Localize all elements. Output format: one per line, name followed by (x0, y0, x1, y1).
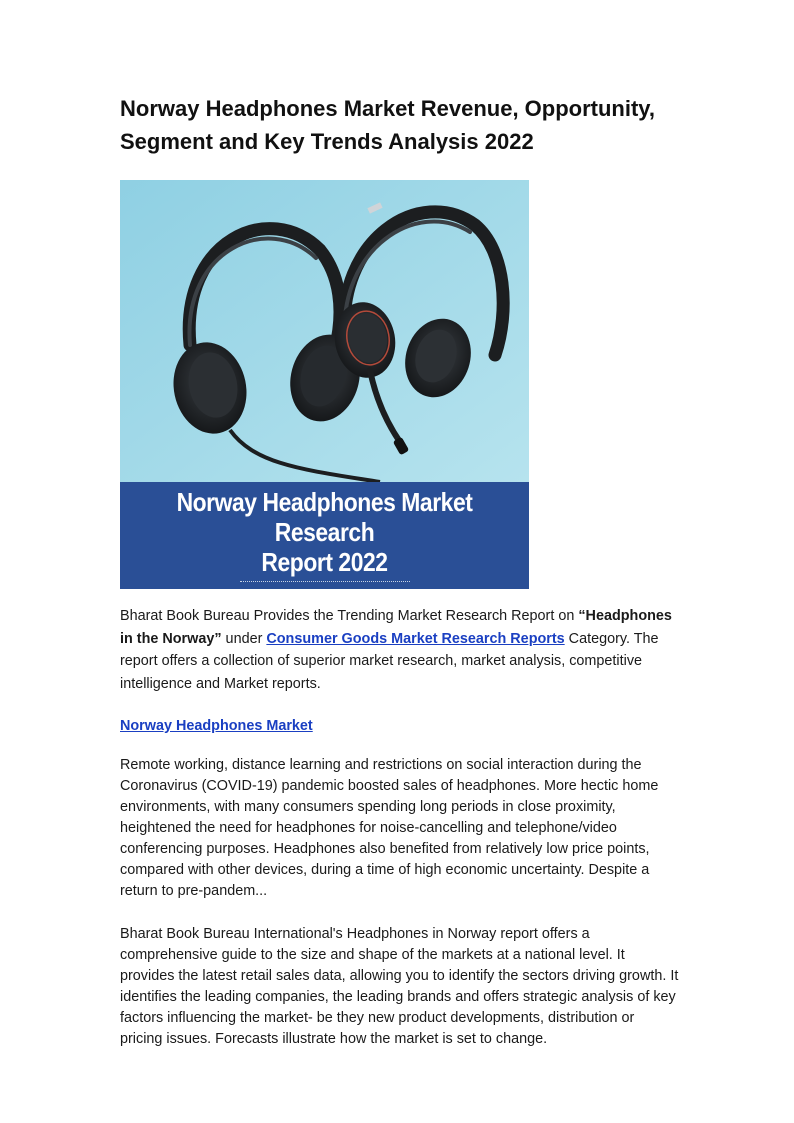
hero-image (120, 180, 529, 612)
subheading (120, 716, 680, 737)
body-paragraph-2: Bharat Book Bureau International's Headphones in Norway report offers a comprehensive guide to the size and shape of the markets at a national level. It provides the latest retail sales data, allowing you to identify the sectors driving growth. It identifies the leading companies, the leading brands and offers strategic analysis of key factors influencing the market- be they new product developments, distribution or pricing issues. Forecasts illustrate how the market is set to change. (120, 926, 679, 1047)
report-banner (120, 482, 529, 612)
intro-text-before: Bharat Book Bureau Provides the Trending Market Research Report on (120, 608, 579, 624)
banner-title-line2: Report 2022 (261, 547, 388, 577)
category-link[interactable]: Consumer Goods Market Research Reports (266, 630, 565, 647)
intro-text-after: Category. The report offers a collection of superior market research, market analysis, competitive intelligence and Market reports. (120, 630, 659, 692)
market-subheading-link[interactable]: Norway Headphones Market (120, 718, 313, 734)
page-title: Norway Headphones Market Revenue, Opportunity, Segment and Key Trends Analysis 2022 (120, 96, 656, 154)
headphones-illustration (120, 180, 529, 482)
document-page (120, 92, 680, 1050)
banner-url: www.bharatbook.com (217, 586, 432, 612)
banner-divider (240, 581, 410, 582)
banner-title-line1: Norway Headphones Market Research (176, 487, 473, 547)
intro-text-under: under (221, 630, 267, 647)
body-paragraph-1: Remote working, distance learning and restrictions on social interaction during the Coronavirus (COVID-19) pandemic boosted sales of headphones. More hectic home environments, with many consumers spending long periods in close proximity, heightened the need for headphones for noise-cancelling and telephone/video conferencing purposes. Headphones also benefited from relatively low price points, compared with other devices, during a time of high economic uncertainty. Despite a return to pre-pandem... (120, 757, 659, 899)
intro-bold-phrase: “Headphones in the Norway” (120, 608, 672, 647)
intro-paragraph (120, 605, 680, 695)
